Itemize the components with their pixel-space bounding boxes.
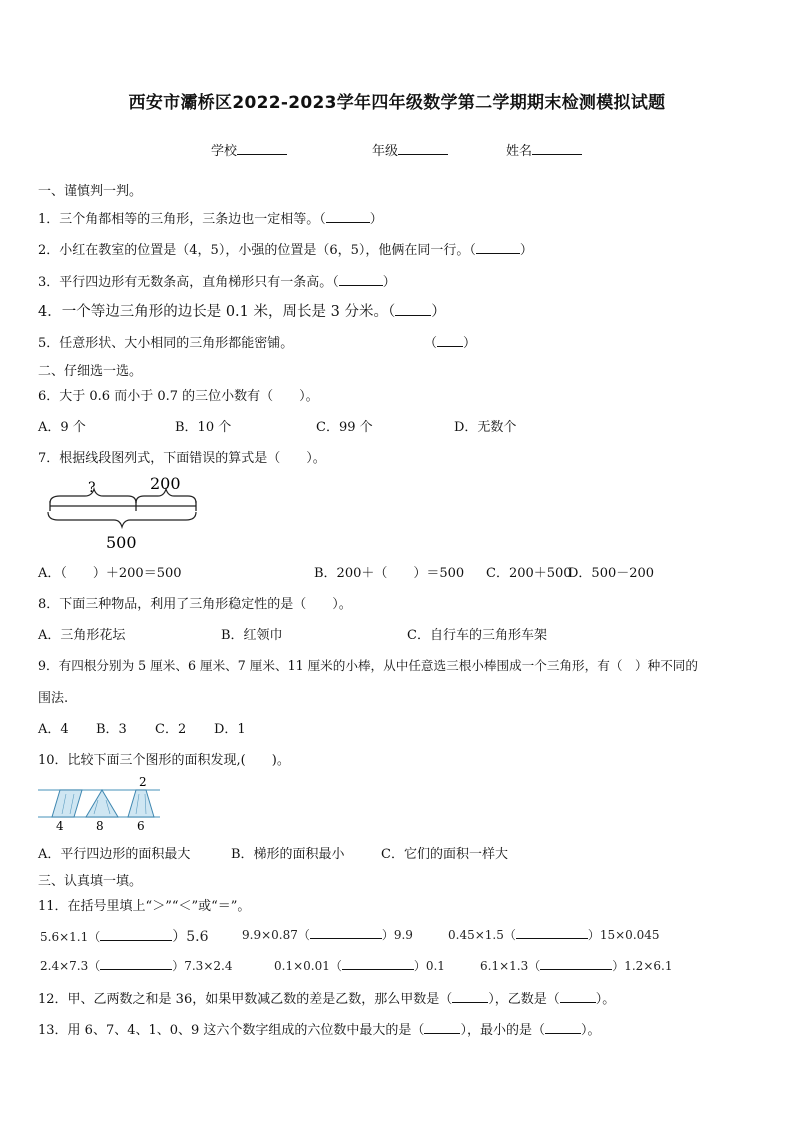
question-11: 11．在括号里填上“＞”“＜”或“＝”。: [38, 899, 251, 914]
q7-option-c[interactable]: C．200＋500: [486, 566, 572, 581]
school-blank[interactable]: [237, 142, 287, 155]
bottom-value-label: 500: [106, 533, 137, 552]
section2-heading: 二、仔细选一选。: [38, 364, 143, 379]
q7-option-b[interactable]: B．200＋（ ）＝500: [314, 566, 465, 581]
answer-blank-1[interactable]: [326, 211, 370, 223]
comparison-3: 0.45×1.5（ ）15×0.045: [448, 928, 660, 942]
triangle-base-label: 8: [96, 819, 104, 833]
q6-option-b[interactable]: B．10 个: [175, 420, 232, 435]
parallelogram-shape: [52, 790, 82, 817]
grade-field: [372, 140, 448, 159]
q8-option-c[interactable]: C．自行车的三角形车架: [407, 628, 547, 643]
comparison-blank-2[interactable]: [310, 927, 382, 939]
q10-option-a[interactable]: A．平行四边形的面积最大: [38, 847, 191, 862]
answer-blank-4[interactable]: [395, 304, 431, 316]
q10-option-b[interactable]: B．梯形的面积最小: [231, 847, 345, 862]
q6-option-d[interactable]: D．无数个: [454, 420, 517, 435]
triangle-shape: [86, 790, 118, 817]
comparison-2: 9.9×0.87（ ）9.9: [242, 928, 413, 942]
answer-blank-3[interactable]: [339, 274, 383, 286]
question-13: 13．用 6、7、4、1、0、9 这六个数字组成的六位数中最大的是（ ），最小的是（ ）。: [38, 1023, 601, 1038]
question-6: 6．大于 0.6 而小于 0.7 的三位小数有（ ）。: [38, 389, 319, 404]
shapes-diagram: [36, 774, 166, 834]
question-3: 3．平行四边形有无数条高，直角梯形只有一条高。（ ）: [38, 275, 396, 290]
q6-option-a[interactable]: A．9 个: [38, 420, 86, 435]
comparison-1: 5.6×1.1（ ）5.6: [40, 929, 209, 945]
parallelogram-base-label: 4: [56, 819, 64, 833]
answer-blank-2[interactable]: [476, 242, 520, 254]
q6-option-c[interactable]: C．99 个: [316, 420, 373, 435]
comparison-5: 0.1×0.01（ ）0.1: [274, 959, 445, 973]
q7-option-d[interactable]: D．500－200: [568, 566, 655, 581]
section1-heading: 一、谨慎判一判。: [38, 184, 143, 199]
answer-blank-5[interactable]: [437, 335, 463, 347]
question-9-line2: 围法.: [38, 691, 69, 706]
trapezoid-base-label: 6: [137, 819, 145, 833]
comparison-blank-5[interactable]: [342, 958, 414, 970]
school-field: [211, 140, 287, 159]
question-5: 5．任意形状、大小相同的三角形都能密铺。: [38, 336, 294, 351]
question-mark-label: ?: [88, 480, 96, 496]
question-9-line1: 9．有四根分别为 5 厘米、6 厘米、7 厘米、11 厘米的小棒，从中任意选三根小棒围成一个三角形，有（ ）种不同的: [38, 658, 698, 673]
answer-blank-13b[interactable]: [545, 1022, 581, 1034]
answer-blank-12b[interactable]: [560, 991, 596, 1003]
question-4: 4．一个等边三角形的边长是 0.1 米，周长是 3 分米。（ ）: [38, 304, 446, 320]
comparison-blank-1[interactable]: [100, 929, 172, 941]
comparison-4: 2.4×7.3（ ）7.3×2.4: [40, 959, 233, 973]
comparison-blank-4[interactable]: [100, 958, 172, 970]
name-label: 姓名: [506, 144, 533, 159]
question-1: 1．三个角都相等的三角形，三条边也一定相等。（ ）: [38, 212, 383, 227]
question-12: 12．甲、乙两数之和是 36，如果甲数减乙数的差是乙数，那么甲数是（ ），乙数是（ ）。: [38, 992, 616, 1007]
q10-option-c[interactable]: C．它们的面积一样大: [381, 847, 508, 862]
brace-500: [48, 512, 196, 527]
question-2: 2．小红在教室的位置是（4，5），小强的位置是（6，5），他俩在同一行。（ ）: [38, 243, 533, 258]
comparison-blank-3[interactable]: [516, 927, 588, 939]
q9-option-b[interactable]: B．3: [96, 722, 127, 737]
q9-option-d[interactable]: D．1: [214, 722, 246, 737]
q9-option-c[interactable]: C．2: [155, 722, 187, 737]
answer-blank-13a[interactable]: [424, 1022, 460, 1034]
segment-diagram: [40, 472, 210, 552]
answer-paren-5: （ ）: [424, 336, 477, 351]
page-title: 西安市灞桥区2022-2023学年四年级数学第二学期期末检测模拟试题: [128, 93, 666, 113]
comparison-6: 6.1×1.3（ ）1.2×6.1: [480, 959, 673, 973]
question-7: 7．根据线段图列式，下面错误的算式是（ ）。: [38, 451, 326, 466]
q7-option-a[interactable]: A．（ ）＋200＝500: [38, 566, 182, 581]
question-8: 8．下面三种物品，利用了三角形稳定性的是（ ）。: [38, 597, 352, 612]
q8-option-b[interactable]: B．红领巾: [221, 628, 283, 643]
grade-blank[interactable]: [398, 142, 448, 155]
q8-option-a[interactable]: A．三角形花坛: [38, 628, 126, 643]
grade-label: 年级: [372, 144, 399, 159]
trapezoid-shape: [128, 790, 154, 817]
q9-option-a[interactable]: A．4: [38, 722, 69, 737]
question-10: 10．比较下面三个图形的面积发现,( )。: [38, 753, 290, 768]
name-blank[interactable]: [532, 142, 582, 155]
section3-heading: 三、认真填一填。: [38, 874, 143, 889]
top-value-label: 200: [150, 474, 181, 493]
comparison-blank-6[interactable]: [540, 958, 612, 970]
trapezoid-top-label: 2: [139, 775, 147, 789]
name-field: [506, 140, 582, 159]
answer-blank-12a[interactable]: [452, 991, 488, 1003]
school-label: 学校: [211, 144, 238, 159]
